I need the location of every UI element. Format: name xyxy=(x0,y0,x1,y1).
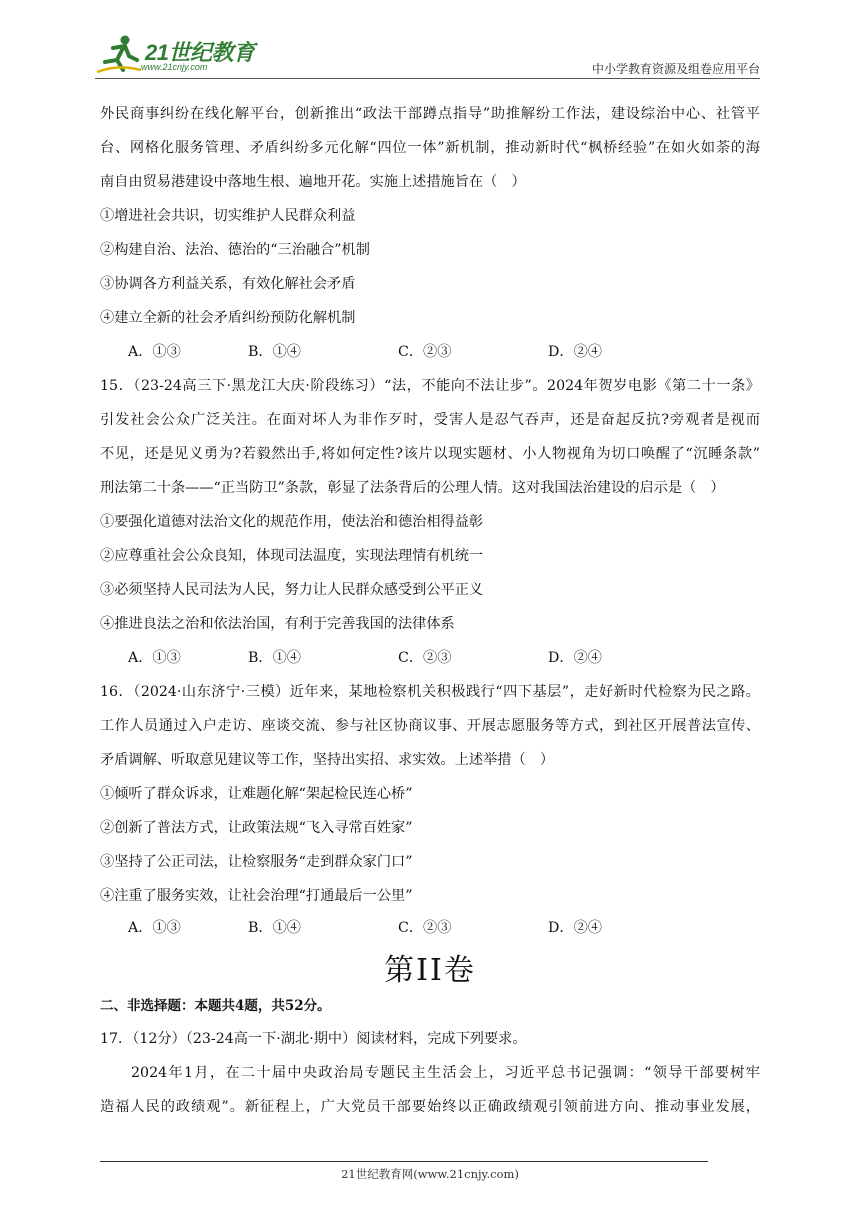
option-d: D．②④ xyxy=(548,344,602,360)
question-text-line: 南自由贸易港建设中落地生根、遍地开花。实施上述措施旨在（ ） xyxy=(100,174,526,190)
runner-logo-icon xyxy=(95,34,143,74)
header-divider xyxy=(95,78,760,79)
answer-options xyxy=(128,342,728,362)
material-text-line: 2024年1月，在二十届中央政治局专题民主生活会上，习近平总书记强调：“领导干部要树牢 xyxy=(100,1065,760,1081)
part-heading: 二、非选择题：本题共4题，共52分。 xyxy=(100,998,331,1014)
question-text-line: 矛盾调解、听取意见建议等工作，坚持出实招、求实效。上述举措（ ） xyxy=(100,752,555,768)
logo-url: www.21cnjy.com xyxy=(141,62,208,72)
option-b: B．①④ xyxy=(248,920,301,936)
statement-item: ②应尊重社会公众良知，体现司法温度，实现法理情有机统一 xyxy=(100,548,484,564)
footer-divider xyxy=(100,1161,708,1162)
option-d: D．②④ xyxy=(548,650,602,666)
logo xyxy=(95,34,265,78)
page-header xyxy=(95,34,760,80)
question-text-line: 17．（12分）（23-24高一下·湖北·期中）阅读材料，完成下列要求。 xyxy=(100,1031,527,1047)
question-text-line: 15．（23-24高三下·黑龙江大庆·阶段练习）“法，不能向不法让步”。2024年贺岁电影《第二十一条》 xyxy=(100,378,760,394)
logo-text: 21世纪教育 xyxy=(145,40,255,65)
question-text-line: 工作人员通过入户走访、座谈交流、参与社区协商议事、开展志愿服务等方式，到社区开展普法宣传、 xyxy=(100,718,760,734)
option-a: A．①③ xyxy=(128,344,181,360)
footer-text: 21世纪教育网(www.21cnjy.com) xyxy=(341,1167,519,1181)
option-c: C．②③ xyxy=(398,920,452,936)
statement-item: ④推进良法之治和依法治国，有利于完善我国的法律体系 xyxy=(100,616,455,632)
statement-item: ①要强化道德对法治文化的规范作用，使法治和德治相得益彰 xyxy=(100,514,484,530)
question-text-line: 引发社会公众广泛关注。在面对坏人为非作歹时，受害人是忍气吞声，还是奋起反抗?旁观者是视而 xyxy=(100,412,760,428)
question-text-line: 外民商事纠纷在线化解平台，创新推出“政法干部蹲点指导”助推解纷工作法，建设综治中心、社管平 xyxy=(100,106,760,122)
question-text-line: 不见，还是见义勇为?若毅然出手,将如何定性?该片以现实题材、小人物视角为切口唤醒了“沉睡条款” xyxy=(100,446,760,462)
statement-item: ①倾听了群众诉求，让难题化解“架起检民连心桥” xyxy=(100,786,413,802)
answer-options xyxy=(128,648,728,668)
answer-options xyxy=(128,918,728,938)
statement-item: ①增进社会共识，切实维护人民群众利益 xyxy=(100,208,356,224)
section-title: 第II卷 xyxy=(384,953,476,988)
statement-item: ④建立全新的社会矛盾纠纷预防化解机制 xyxy=(100,310,356,326)
statement-item: ③协调各方利益关系，有效化解社会矛盾 xyxy=(100,276,356,292)
option-a: A．①③ xyxy=(128,650,181,666)
question-text-line: 16．（2024·山东济宁·三模）近年来，某地检察机关积极践行“四下基层”，走好新时代检察为民之路。 xyxy=(100,684,760,700)
statement-item: ③坚持了公正司法，让检察服务“走到群众家门口” xyxy=(100,854,413,870)
question-text-line: 台、网格化服务管理、矛盾纠纷多元化解“四位一体”新机制，推动新时代“枫桥经验”在如火如荼的海 xyxy=(100,140,760,156)
option-a: A．①③ xyxy=(128,920,181,936)
option-c: C．②③ xyxy=(398,344,452,360)
option-b: B．①④ xyxy=(248,650,301,666)
option-d: D．②④ xyxy=(548,920,602,936)
platform-title: 中小学教育资源及组卷应用平台 xyxy=(591,62,760,76)
statement-item: ②创新了普法方式，让政策法规“飞入寻常百姓家” xyxy=(100,820,413,836)
option-b: B．①④ xyxy=(248,344,301,360)
question-text-line: 刑法第二十条——“正当防卫”条款，彰显了法条背后的公理人情。这对我国法治建设的启示是（ ） xyxy=(100,480,725,496)
statement-item: ③必须坚持人民司法为人民，努力让人民群众感受到公平正义 xyxy=(100,582,484,598)
statement-item: ②构建自治、法治、德治的“三治融合”机制 xyxy=(100,242,370,258)
statement-item: ④注重了服务实效，让社会治理“打通最后一公里” xyxy=(100,888,413,904)
option-c: C．②③ xyxy=(398,650,452,666)
material-text-line: 造福人民的政绩观”。新征程上，广大党员干部要始终以正确政绩观引领前进方向、推动事业发展， xyxy=(100,1099,760,1115)
